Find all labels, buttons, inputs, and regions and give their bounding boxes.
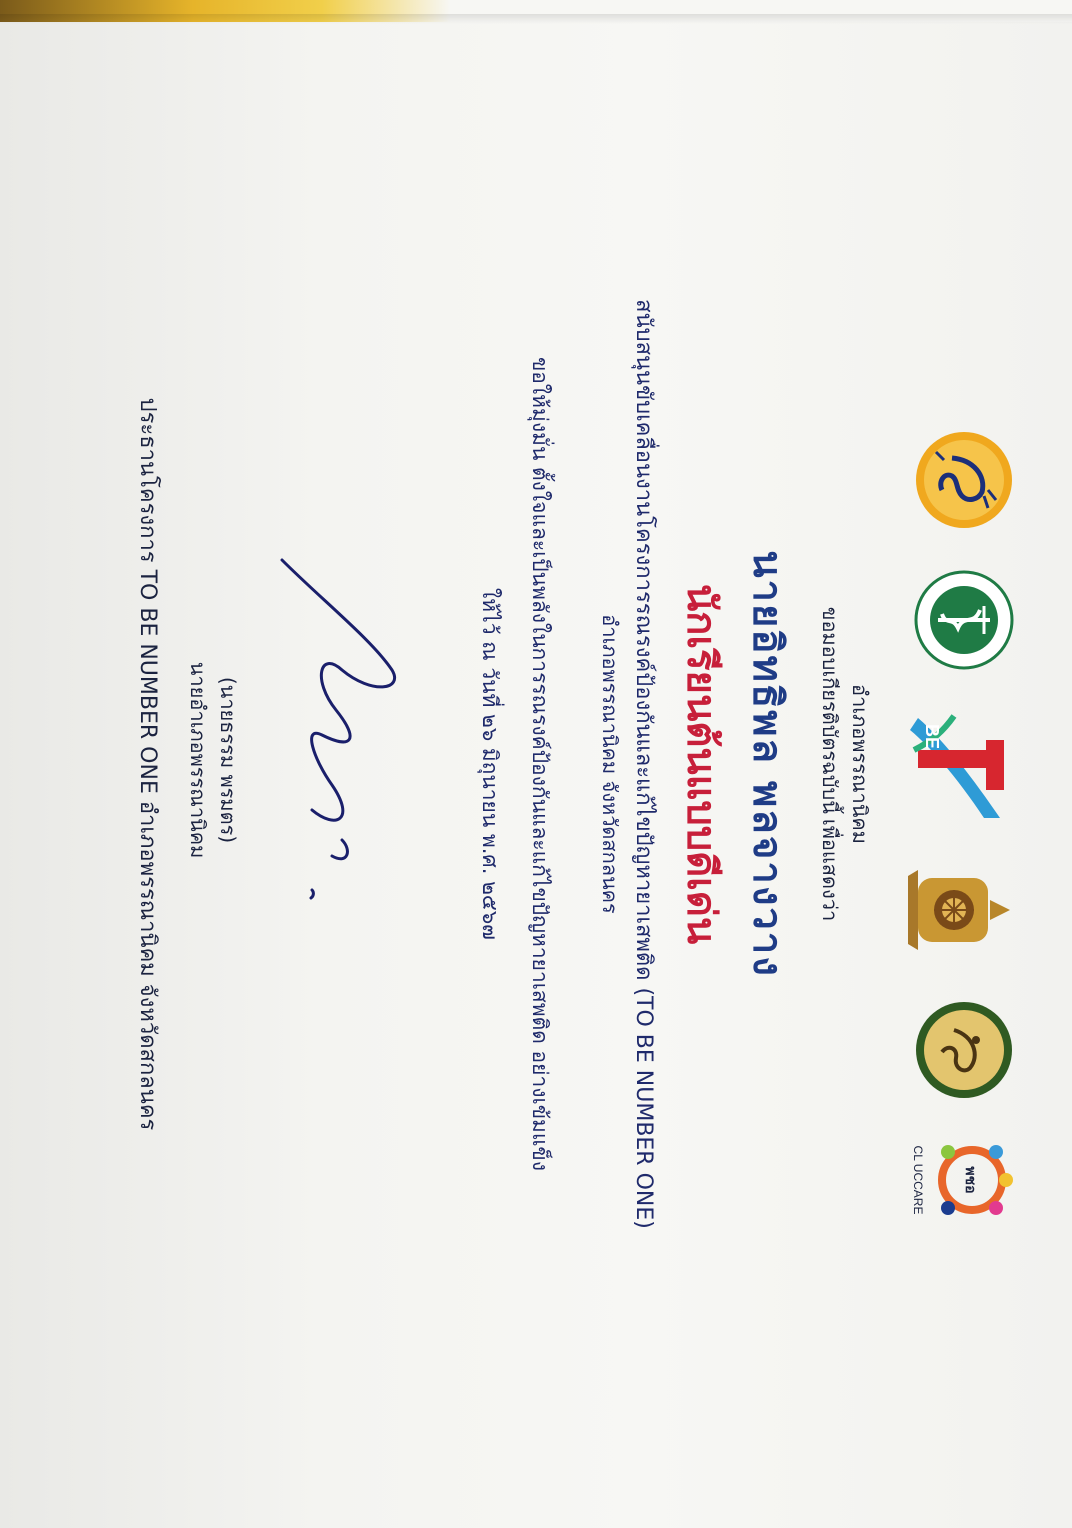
body-line-3: ขอให้มุ่งมั่น ตั้งใจและเป็นพลังในการรณรงค์ป้องกันและแก้ไขปัญหายาเสพติด อย่างเข้มแข็ง — [528, 356, 552, 1172]
body-line-1: สนับสนุนขับเคลื่อนงานโครงการรณรงค์ป้องกันและแก้ไขปัญหายาเสพติด (TO BE NUMBER ONE) — [631, 299, 656, 1229]
royal-emblem-logo — [904, 860, 1014, 960]
cl-uccare-logo — [904, 1130, 1014, 1230]
handwritten-signature — [242, 520, 432, 1000]
provincial-seal-logo — [914, 430, 1014, 530]
logo-row — [894, 430, 1024, 1215]
to-be-number-one-logo — [904, 710, 1014, 825]
tobe-logo-text: BE — [922, 724, 942, 750]
cl-center-text: พชอ — [962, 1166, 978, 1194]
award-title: นักเรียนต้นแบบดีเด่น — [678, 583, 724, 945]
signer-position: นายอำเภอพรรณานิคม — [186, 661, 210, 859]
intro-text: ขอมอบเกียรติบัตรฉบับนี้ เพื่อแสดงว่า — [818, 606, 840, 922]
chair-line: ประธานโครงการ TO BE NUMBER ONE อำเภอพรรณานิคม จังหวัดสกลนคร — [135, 397, 160, 1131]
body-line-2: อำเภอพรรณานิคม จังหวัดสกลนคร — [598, 614, 622, 914]
signer-name: (นายธรรม พรมตร) — [216, 676, 240, 844]
cl-uccare-label: CL UCCARE — [911, 1145, 925, 1215]
recipient-name: นายอิทธิพล พลจางวาง — [744, 550, 790, 978]
signature-block — [172, 520, 432, 1000]
given-date: ให้ไว้ ณ วันที่ ๒๖ มิถุนายน พ.ศ. ๒๕๖๗ — [478, 588, 502, 940]
ministry-public-health-logo — [914, 570, 1014, 670]
district-heading: อำเภอพรรณานิคม — [848, 684, 870, 844]
district-seal-logo — [914, 1000, 1014, 1100]
